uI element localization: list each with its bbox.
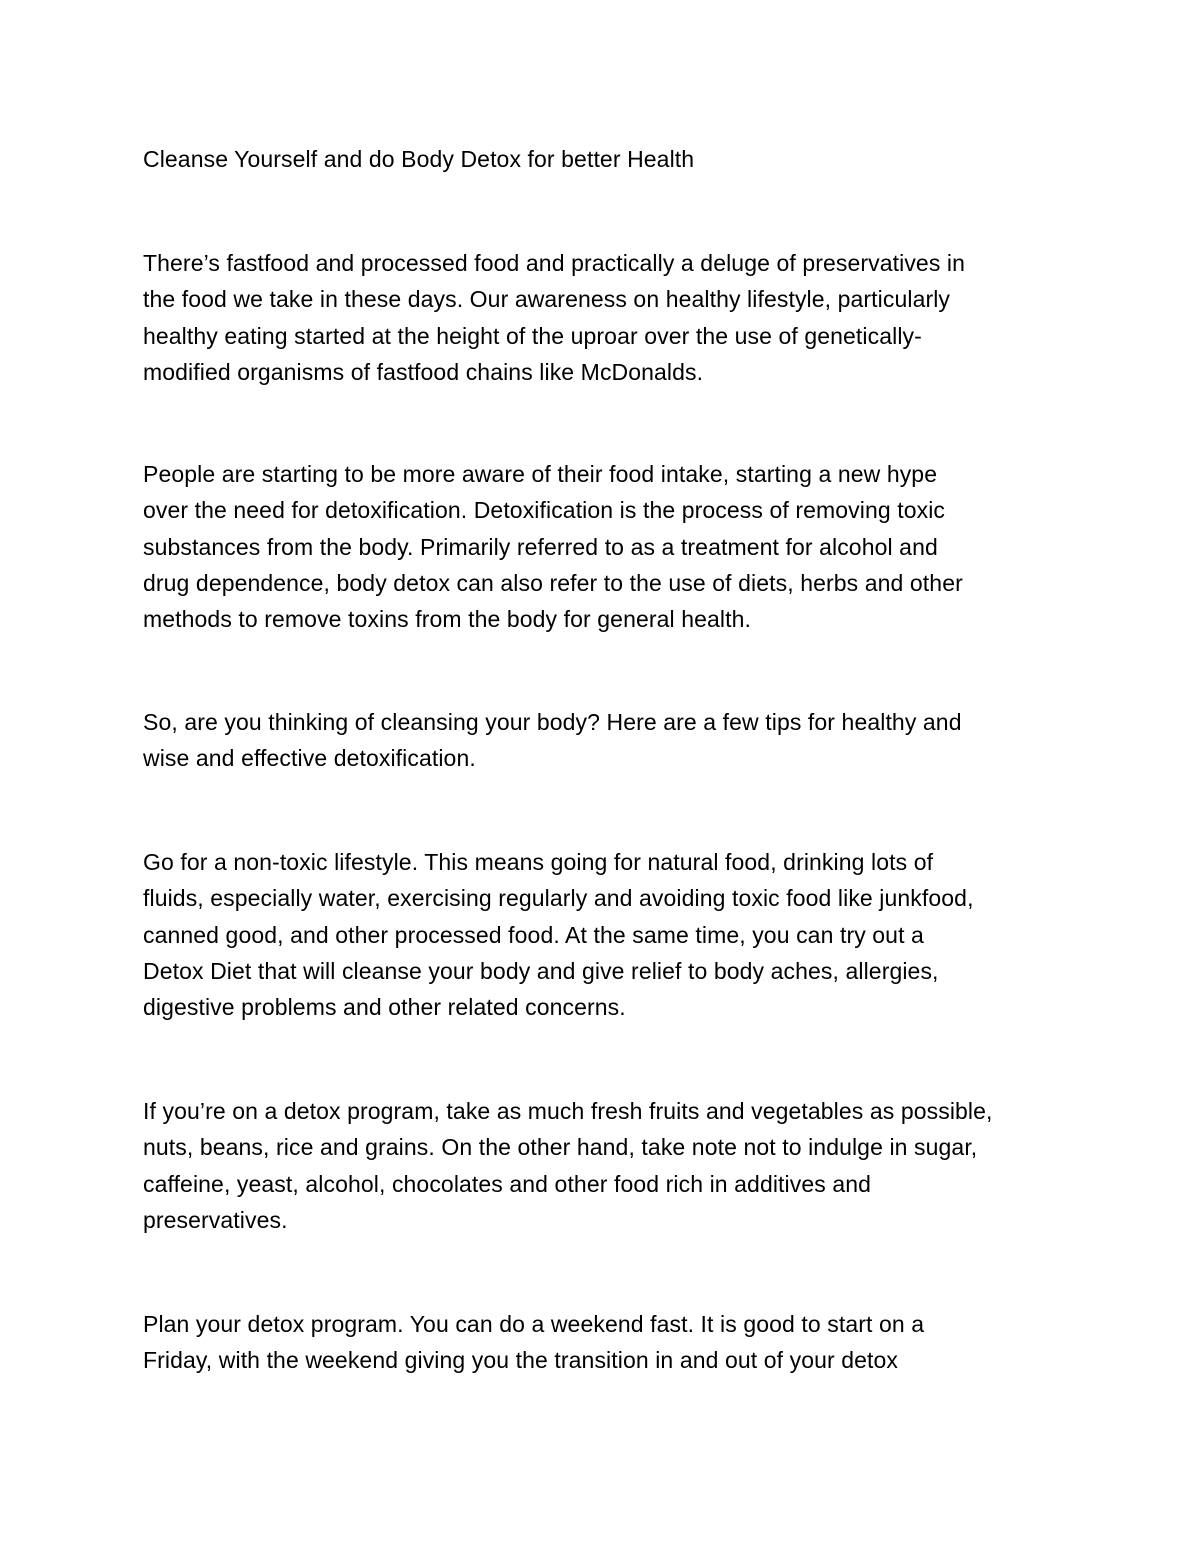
paragraph-5 — [143, 1093, 1073, 1238]
paragraph-3 — [143, 704, 1073, 777]
paragraph-line: preservatives. — [143, 1206, 288, 1233]
paragraph-line: over the need for detoxification. Detoxification is the process of removing toxic — [143, 497, 946, 524]
paragraph-line: canned good, and other processed food. At the same time, you can try out a — [143, 921, 924, 948]
paragraph-line: methods to remove toxins from the body for general health. — [143, 606, 751, 633]
paragraph-line: Detox Diet that will cleanse your body and give relief to body aches, allergies, — [143, 957, 939, 984]
paragraph-line: People are starting to be more aware of their food intake, starting a new hype — [143, 461, 938, 487]
paragraph-line: So, are you thinking of cleansing your body? Here are a few tips for healthy and — [143, 709, 962, 735]
paragraph-1 — [143, 245, 1073, 390]
paragraph-line: the food we take in these days. Our awareness on healthy lifestyle, particularly — [143, 286, 951, 313]
paragraph-line: healthy eating started at the height of the uproar over the use of genetically- — [143, 322, 922, 349]
document-title — [143, 141, 1073, 177]
paragraph-line: nuts, beans, rice and grains. On the other hand, take note not to indulge in sugar, — [143, 1134, 978, 1161]
paragraph-line: Friday, with the weekend giving you the transition in and out of your detox — [143, 1347, 899, 1374]
paragraph-line: There’s fastfood and processed food and practically a deluge of preservatives in — [143, 250, 966, 276]
paragraph-6 — [143, 1306, 1073, 1379]
title-line: Cleanse Yourself and do Body Detox for better Health — [143, 146, 695, 172]
paragraph-line: caffeine, yeast, alcohol, chocolates and other food rich in additives and — [143, 1170, 872, 1197]
paragraph-line: modified organisms of fastfood chains like McDonalds. — [143, 358, 704, 385]
paragraph-line: Plan your detox program. You can do a weekend fast. It is good to start on a — [143, 1311, 925, 1337]
paragraph-4 — [143, 844, 1073, 1025]
paragraph-line: digestive problems and other related concerns. — [143, 994, 626, 1021]
paragraph-line: If you’re on a detox program, take as much fresh fruits and vegetables as possible, — [143, 1098, 993, 1124]
paragraph-line: substances from the body. Primarily referred to as a treatment for alcohol and — [143, 533, 938, 560]
paragraph-2 — [143, 456, 1073, 637]
paragraph-line: wise and effective detoxification. — [143, 745, 476, 772]
paragraph-line: Go for a non-toxic lifestyle. This means going for natural food, drinking lots of — [143, 849, 934, 875]
paragraph-line: drug dependence, body detox can also refer to the use of diets, herbs and other — [143, 569, 963, 596]
paragraph-line: fluids, especially water, exercising regularly and avoiding toxic food like junkfood, — [143, 885, 974, 912]
